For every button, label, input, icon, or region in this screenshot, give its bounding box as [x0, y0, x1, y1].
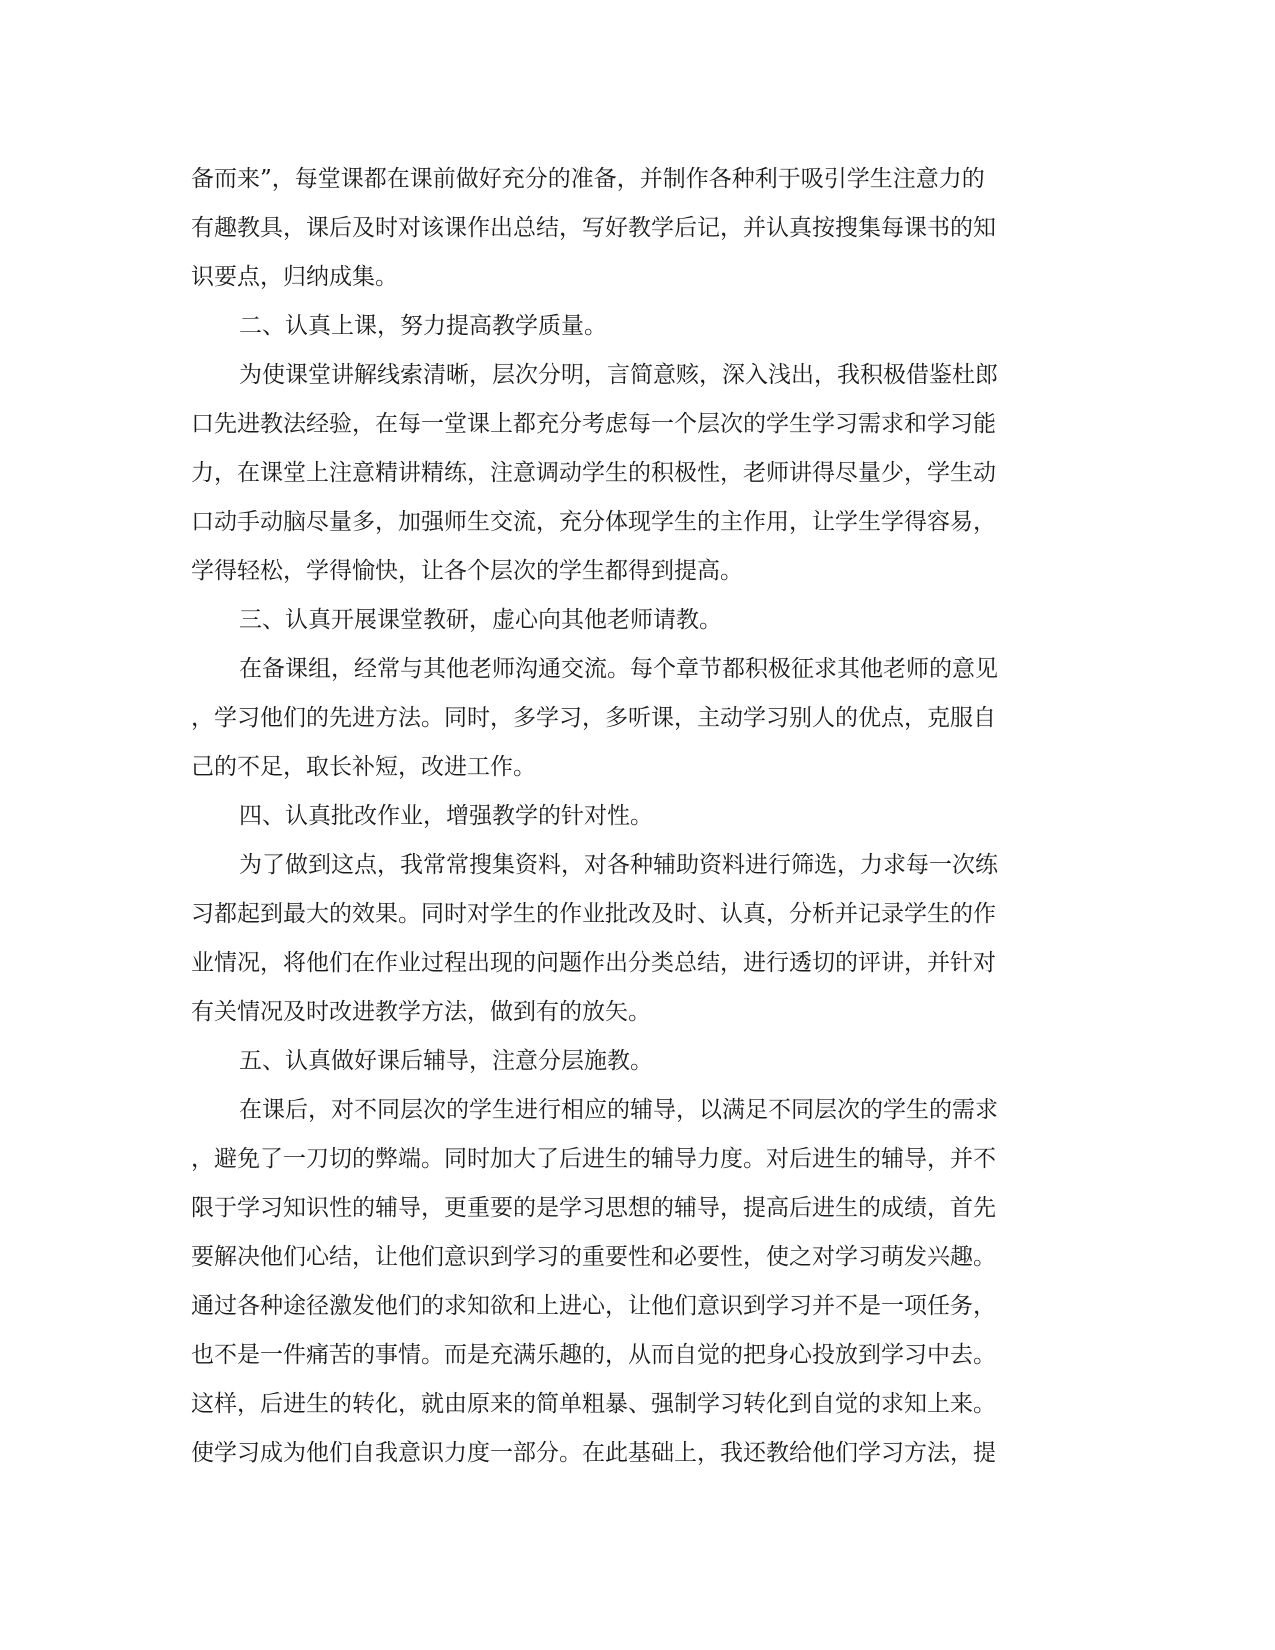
section-heading: 二、认真上课，努力提高教学质量。: [239, 313, 607, 339]
text-line: 使学习成为他们自我意识力度一部分。在此基础上，我还教给他们学习方法，提: [191, 1440, 996, 1466]
text-line: 有趣教具，课后及时对该课作出总结，写好教学后记，并认真按搜集每课书的知: [191, 215, 996, 241]
text-line: 己的不足，取长补短，改进工作。: [191, 754, 536, 780]
paragraph-first-line: 为了做到这点，我常常搜集资料，对各种辅助资料进行筛选，力求每一次练: [239, 852, 998, 878]
text-line: 习都起到最大的效果。同时对学生的作业批改及时、认真，分析并记录学生的作: [191, 901, 996, 927]
text-line: ，学习他们的先进方法。同时，多学习，多听课，主动学习别人的优点，克服自: [191, 705, 996, 731]
text-line: 通过各种途径激发他们的求知欲和上进心，让他们意识到学习并不是一项任务，: [191, 1293, 996, 1319]
text-line: 限于学习知识性的辅导，更重要的是学习思想的辅导，提高后进生的成绩，首先: [191, 1195, 996, 1221]
text-line: 这样，后进生的转化，就由原来的简单粗暴、强制学习转化到自觉的求知上来。: [191, 1391, 996, 1417]
paragraph-first-line: 在课后，对不同层次的学生进行相应的辅导，以满足不同层次的学生的需求: [239, 1097, 998, 1123]
text-line: 识要点，归纳成集。: [191, 264, 398, 290]
section-heading: 三、认真开展课堂教研，虚心向其他老师请教。: [239, 607, 722, 633]
text-line: 学得轻松，学得愉快，让各个层次的学生都得到提高。: [191, 558, 743, 584]
paragraph-first-line: 在备课组，经常与其他老师沟通交流。每个章节都积极征求其他老师的意见: [239, 656, 998, 682]
text-line: 力，在课堂上注意精讲精练，注意调动学生的积极性，老师讲得尽量少，学生动: [191, 460, 996, 486]
text-line: 口动手动脑尽量多，加强师生交流，充分体现学生的主作用，让学生学得容易，: [191, 509, 996, 535]
paragraph-first-line: 为使课堂讲解线索清晰，层次分明，言简意赅，深入浅出，我积极借鉴杜郎: [239, 362, 998, 388]
text-line: 备而来”，每堂课都在课前做好充分的准备，并制作各种利于吸引学生注意力的: [191, 166, 985, 192]
text-line: 有关情况及时改进教学方法，做到有的放矢。: [191, 999, 651, 1025]
document-page: [191, 155, 1071, 1478]
text-line: 口先进教法经验，在每一堂课上都充分考虑每一个层次的学生学习需求和学习能: [191, 411, 996, 437]
text-line: ，避免了一刀切的弊端。同时加大了后进生的辅导力度。对后进生的辅导，并不: [191, 1146, 996, 1172]
text-line: 业情况，将他们在作业过程出现的问题作出分类总结，进行透切的评讲，并针对: [191, 950, 996, 976]
section-heading: 四、认真批改作业，增强教学的针对性。: [239, 803, 653, 829]
text-line: 要解决他们心结，让他们意识到学习的重要性和必要性，使之对学习萌发兴趣。: [191, 1244, 996, 1270]
text-line: 也不是一件痛苦的事情。而是充满乐趣的，从而自觉的把身心投放到学习中去。: [191, 1342, 996, 1368]
section-heading: 五、认真做好课后辅导，注意分层施教。: [239, 1048, 653, 1074]
